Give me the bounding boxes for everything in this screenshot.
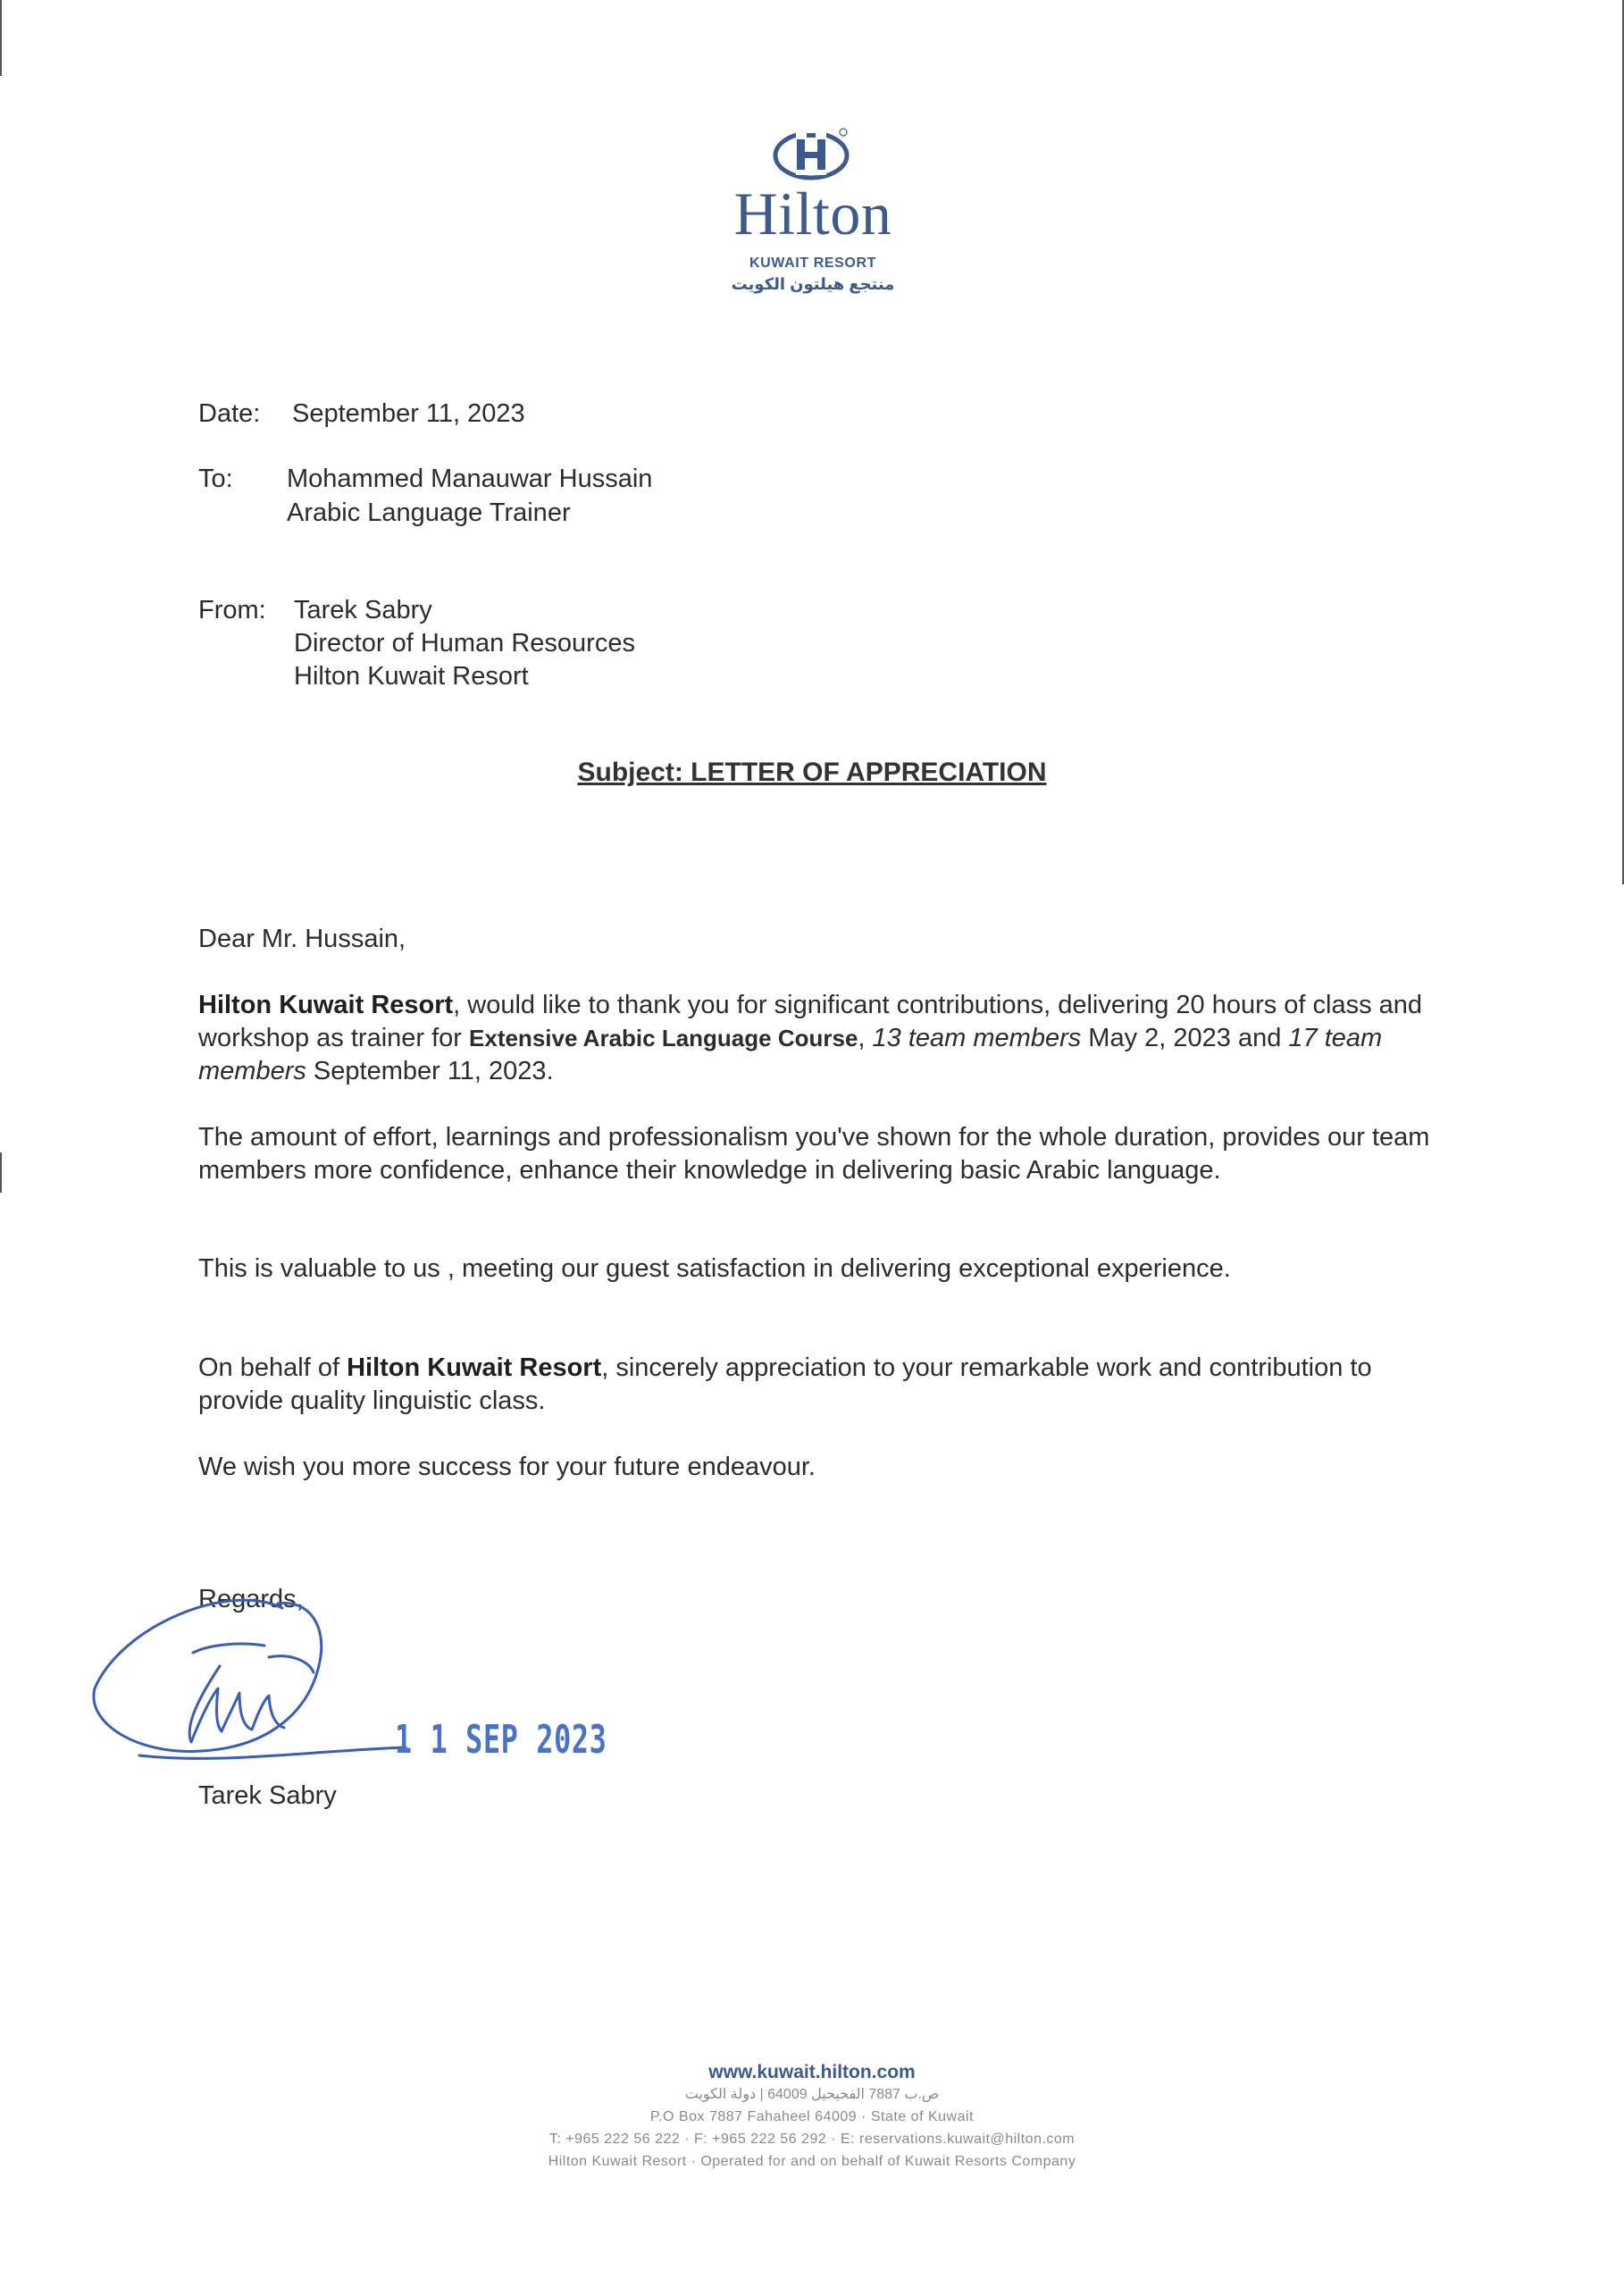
footer-website[interactable]: www.kuwait.hilton.com (708, 2062, 916, 2082)
p4-hotel-name: Hilton Kuwait Resort (347, 1353, 602, 1382)
footer-address: P.O Box 7887 Fahaheel 64009 · State of Kuwait (650, 2109, 974, 2124)
p1-text-c: May 2, 2023 and (1081, 1024, 1289, 1052)
p1-text-d: September 11, 2023. (306, 1057, 554, 1085)
paragraph-3: This is valuable to us , meeting our guest satisfaction in delivering exceptional experience. (198, 1254, 1231, 1283)
paragraph-2: The amount of effort, learnings and professionalism you've shown for the whole duration, provides our team members more confidence, enhance their knowledge in delivering basic Arabic language. (198, 1123, 1430, 1185)
date-stamp: 1 1 SEP 2023 (395, 1717, 607, 1763)
logo-subtitle: KUWAIT RESORT (749, 256, 877, 271)
p1-team-count-2: 17 team members (198, 1024, 1383, 1085)
from-title: Director of Human Resources (294, 629, 635, 658)
regards: Regards, (198, 1585, 304, 1613)
paragraph-1 (198, 989, 1431, 1088)
paragraph-5: We wish you more success for your future endeavour. (198, 1453, 816, 1481)
date-label: Date: (198, 399, 261, 428)
to-label: To: (198, 465, 233, 493)
from-name: Tarek Sabry (294, 596, 432, 624)
p1-text-a: , would like to thank you for significant contributions, delivering 20 hours of class and workshop as trainer for (198, 991, 1423, 1052)
logo-brand: Hilton (733, 180, 892, 247)
p1-team-count-1: 13 team members (872, 1024, 1082, 1052)
p1-text-b: , (858, 1024, 873, 1052)
handwritten-signature (86, 1572, 443, 1805)
p1-course-name: Extensive Arabic Language Course (469, 1025, 858, 1051)
from-organization: Hilton Kuwait Resort (294, 662, 529, 691)
from-label: From: (198, 596, 266, 624)
to-title: Arabic Language Trainer (287, 498, 571, 527)
logo-arabic: منتجع هيلتون الكويت (731, 275, 895, 293)
to-name: Mohammed Manauwar Hussain (287, 465, 653, 493)
hilton-emblem-icon (773, 125, 853, 180)
footer-operator: Hilton Kuwait Resort · Operated for and on behalf of Kuwait Resorts Company (548, 2154, 1076, 2169)
scan-edge-left (0, 0, 2, 76)
footer (0, 2062, 1624, 2173)
p1-hotel-name: Hilton Kuwait Resort (198, 991, 454, 1019)
p4-text-a: On behalf of (198, 1353, 347, 1382)
date-value: September 11, 2023 (292, 399, 525, 428)
signatory-name: Tarek Sabry (198, 1781, 337, 1810)
subject-line: Subject: LETTER OF APPRECIATION (577, 758, 1047, 787)
salutation: Dear Mr. Hussain, (198, 925, 406, 953)
p4-text-b: , sincerely appreciation to your remarkable work and contribution to provide quality linguistic class. (198, 1353, 1372, 1415)
paragraph-4 (198, 1352, 1431, 1418)
scan-edge-left-2 (0, 1152, 2, 1193)
footer-contact: T: +965 222 56 222 · F: +965 222 56 292 · E: reservations.kuwait@hilton.com (548, 2132, 1076, 2147)
hilton-logo (706, 125, 920, 294)
footer-arabic-address: ص.ب 7887 الفحيحيل 64009 | دولة الكويت (684, 2087, 940, 2102)
